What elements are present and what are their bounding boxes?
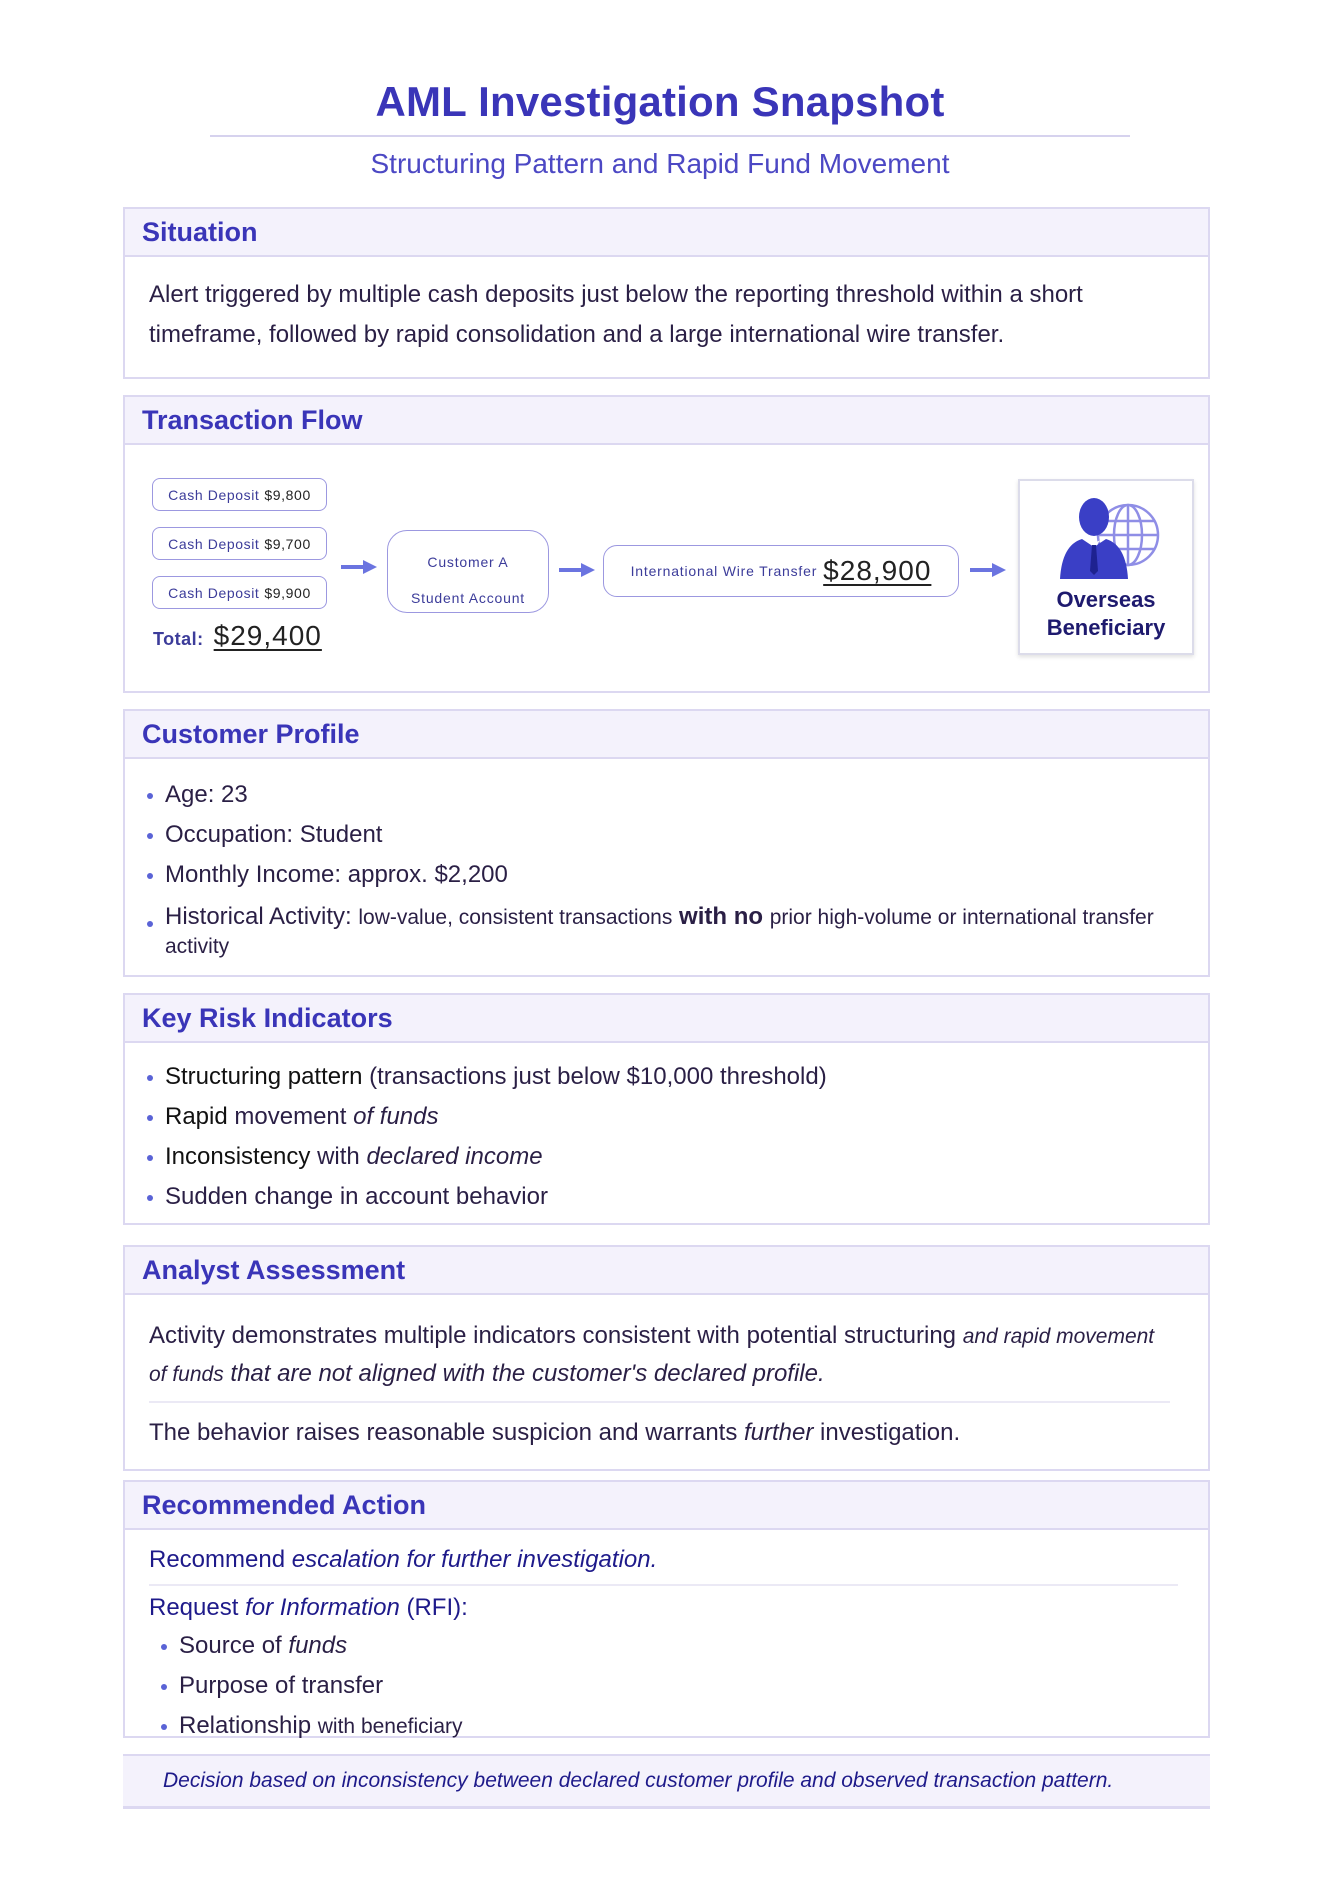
decision-footer: Decision based on inconsistency between declared customer profile and observed transaction pattern.	[123, 1754, 1210, 1809]
wire-transfer-node	[603, 545, 959, 597]
risk-term: Sudden change in account behavior	[165, 1183, 548, 1210]
history-text: low-value, consistent transactions	[358, 906, 673, 929]
account-type: Student Account	[411, 590, 525, 606]
wire-label: International Wire Transfer	[630, 563, 818, 579]
risk-term: Inconsistency	[165, 1143, 311, 1170]
risk-term: Structuring pattern	[165, 1063, 363, 1090]
risk-list	[145, 1057, 1184, 1217]
recommendation-text	[149, 1542, 1178, 1578]
rfi-item-text: funds	[288, 1632, 348, 1659]
risk-detail: (transactions just below $10,000 threshold)	[369, 1063, 827, 1090]
customer-account-node	[387, 530, 549, 613]
rfi-item-text: Purpose of transfer	[179, 1672, 384, 1699]
recommended-action-heading: Recommended Action	[125, 1482, 1208, 1530]
history-label: Historical Activity:	[165, 903, 352, 930]
assessment-card	[123, 1245, 1210, 1471]
assessment-text: that are not aligned with the customer's declared profile.	[230, 1360, 825, 1387]
title-divider	[210, 135, 1130, 137]
beneficiary-line1: Overseas	[1056, 587, 1156, 612]
assessment-divider	[149, 1401, 1170, 1403]
account-name: Customer A	[427, 554, 509, 570]
beneficiary-line2: Beneficiary	[1046, 615, 1166, 640]
recommended-action-card	[123, 1480, 1210, 1738]
customer-profile-card	[123, 709, 1210, 977]
arrow-right-icon	[559, 563, 595, 577]
recommendation-divider	[149, 1584, 1178, 1586]
risk-detail: with	[317, 1143, 360, 1170]
page-subtitle: Structuring Pattern and Rapid Fund Movement	[370, 148, 950, 179]
person-globe-icon	[1046, 493, 1166, 581]
risk-indicators-heading: Key Risk Indicators	[125, 995, 1208, 1043]
page-title: AML Investigation Snapshot	[375, 78, 945, 125]
rfi-text: for Information	[245, 1594, 400, 1621]
assessment-text: and rapid movement of funds	[149, 1325, 1155, 1386]
assessment-text: investigation.	[820, 1419, 961, 1446]
rfi-heading	[149, 1590, 1178, 1626]
deposit-amount: $9,800	[264, 486, 311, 503]
cash-deposit-box	[152, 478, 327, 511]
risk-indicators-card	[123, 993, 1210, 1225]
risk-item	[145, 1097, 1184, 1137]
profile-history	[145, 903, 1184, 961]
transaction-flow-heading: Transaction Flow	[125, 397, 1208, 445]
situation-card	[123, 207, 1210, 379]
profile-income: Monthly Income: approx. $2,200	[145, 855, 1184, 895]
recommendation-verb: Recommend	[149, 1546, 286, 1573]
total-label: Total:	[153, 629, 204, 649]
arrow-right-icon	[341, 560, 377, 574]
risk-item	[145, 1177, 1184, 1217]
cash-deposit-box	[152, 576, 327, 609]
assessment-paragraph-2	[149, 1413, 1170, 1453]
wire-amount: $28,900	[823, 555, 932, 586]
beneficiary-node	[1018, 479, 1194, 655]
risk-item	[145, 1057, 1184, 1097]
risk-detail: declared income	[366, 1143, 543, 1170]
rfi-item	[159, 1706, 1178, 1747]
recommendation-detail: escalation for further investigation.	[291, 1546, 658, 1573]
cash-deposit-box	[152, 527, 327, 560]
deposit-label: Cash Deposit	[168, 535, 260, 552]
deposit-total	[153, 620, 322, 652]
situation-text: Alert triggered by multiple cash deposits just below the reporting threshold within a short timeframe, followed by rapid consolidation and a large international wire transfer.	[149, 281, 1083, 348]
profile-age: Age: 23	[145, 775, 1184, 815]
deposit-amount: $9,700	[264, 535, 311, 552]
transaction-flow-card	[123, 395, 1210, 693]
risk-term: Rapid	[165, 1103, 228, 1130]
risk-detail: movement	[234, 1103, 347, 1130]
assessment-text: The behavior raises reasonable suspicion and warrants	[149, 1419, 738, 1446]
customer-profile-heading: Customer Profile	[125, 711, 1208, 759]
assessment-heading: Analyst Assessment	[125, 1247, 1208, 1295]
assessment-text: Activity demonstrates multiple indicators consistent with potential structuring	[149, 1322, 957, 1349]
rfi-item-text: Source of	[179, 1632, 282, 1659]
rfi-item	[159, 1666, 1178, 1706]
history-emphasis: with no	[679, 903, 764, 930]
rfi-item-text: with beneficiary	[317, 1715, 463, 1738]
profile-list	[145, 775, 1184, 961]
risk-item	[145, 1137, 1184, 1177]
rfi-item	[159, 1626, 1178, 1666]
deposit-label: Cash Deposit	[168, 486, 260, 503]
situation-heading: Situation	[125, 209, 1208, 257]
arrow-right-icon	[970, 563, 1006, 577]
rfi-text: Request	[149, 1594, 239, 1621]
transaction-flow-diagram	[125, 445, 1208, 693]
profile-occupation: Occupation: Student	[145, 815, 1184, 855]
history-text: prior high-volume or international transfer activity	[165, 906, 1154, 958]
rfi-list	[149, 1626, 1178, 1747]
assessment-paragraph-1	[149, 1317, 1170, 1393]
total-value: $29,400	[213, 620, 322, 651]
deposit-label: Cash Deposit	[168, 584, 260, 601]
rfi-item-text: Relationship	[179, 1712, 312, 1739]
assessment-text: further	[744, 1419, 814, 1446]
risk-detail: of funds	[353, 1103, 439, 1130]
rfi-text: (RFI):	[406, 1594, 468, 1621]
deposit-amount: $9,900	[264, 584, 311, 601]
